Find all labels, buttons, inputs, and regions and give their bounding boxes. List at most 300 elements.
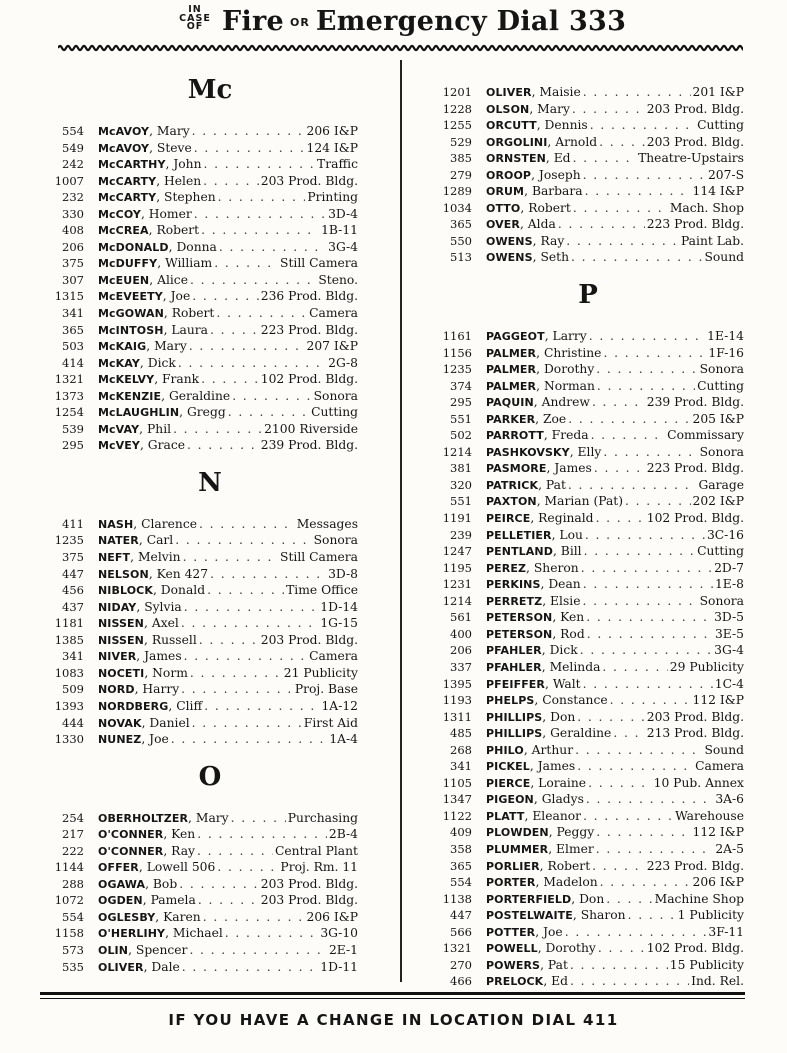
entry-first-name: Geraldine — [550, 726, 612, 741]
entry-name: POTTER, Joe — [486, 924, 563, 939]
leader-dots — [187, 437, 259, 454]
entry-extension: 485 — [450, 726, 472, 741]
directory-entry — [432, 576, 744, 593]
leader-dots — [210, 566, 326, 583]
entry-extension: 539 — [62, 421, 84, 436]
leader-dots — [214, 255, 278, 272]
entry-last-name: PASHKOVSKY — [486, 445, 570, 459]
entry-location: 207-S — [707, 167, 744, 182]
entry-extension: 1395 — [442, 676, 472, 691]
leader-dots — [558, 216, 645, 233]
directory-entry — [44, 632, 358, 649]
entry-name: PETERSON, Ken — [486, 610, 585, 625]
directory-entry — [44, 355, 358, 372]
entry-location: 223 Prod. Bldg. — [646, 461, 744, 476]
directory-entry — [44, 173, 358, 190]
entry-extension: 288 — [62, 876, 84, 891]
directory-entry — [44, 516, 358, 533]
leader-dots — [565, 924, 707, 941]
leader-dots — [596, 824, 690, 841]
entry-extension: 1373 — [54, 388, 84, 403]
entry-last-name: NISSEN — [98, 633, 144, 647]
leader-dots — [583, 84, 691, 101]
entry-extension: 320 — [450, 477, 472, 492]
entry-extension: 1347 — [442, 792, 472, 807]
left-column — [44, 75, 358, 975]
entry-extension: 1235 — [442, 362, 472, 377]
directory-entry — [432, 676, 744, 693]
entry-extension: 254 — [62, 810, 84, 825]
entry-extension: 554 — [62, 124, 84, 138]
entry-first-name: Marian (Pat) — [544, 494, 624, 509]
entry-name: McEUEN, Alice — [98, 272, 188, 287]
entry-first-name: Mary — [156, 124, 190, 138]
entry-location: 102 Prod. Bldg. — [646, 941, 744, 956]
entry-extension: 337 — [450, 659, 472, 674]
entry-first-name: Eleanor — [532, 808, 582, 823]
entry-last-name: NISSEN — [98, 617, 144, 631]
entry-extension: 414 — [62, 355, 84, 370]
directory-entry — [432, 167, 744, 184]
entry-name: OBERHOLTZER, Mary — [98, 810, 229, 825]
entry-location: Cutting — [311, 405, 358, 420]
entry-last-name: PFAHLER — [486, 660, 542, 674]
column-divider — [400, 60, 402, 982]
leader-dots — [596, 841, 714, 858]
entry-location: 112 I&P — [692, 825, 744, 840]
entry-first-name: Robert — [528, 200, 571, 215]
entry-name: ORGOLINI, Arnold — [486, 134, 598, 149]
entry-first-name: Gladys — [541, 792, 584, 807]
entry-first-name: John — [173, 157, 202, 172]
entry-extension: 566 — [450, 924, 472, 939]
entry-location: 2E-1 — [328, 942, 358, 957]
entry-name: PHILLIPS, Don — [486, 709, 576, 724]
entry-name: PALMER, Christine — [486, 345, 602, 360]
entry-first-name: Pat — [545, 477, 566, 492]
leader-dots — [189, 338, 305, 355]
entry-location: 203 Prod. Bldg. — [646, 101, 744, 116]
entry-name: PAQUIN, Andrew — [486, 395, 590, 410]
leader-dots — [591, 427, 666, 444]
directory-entry — [44, 925, 358, 942]
entry-extension: 529 — [450, 134, 472, 149]
leader-dots — [204, 698, 319, 715]
entry-first-name: Geraldine — [168, 388, 231, 403]
directory-entry — [44, 305, 358, 322]
entry-last-name: POWERS — [486, 958, 541, 972]
entry-extension: 268 — [450, 742, 472, 757]
entry-location: Camera — [695, 759, 744, 774]
entry-last-name: PAGGEOT — [486, 330, 545, 344]
leader-dots — [184, 599, 319, 616]
leader-dots — [586, 791, 713, 808]
entry-name: McDUFFY, William — [98, 256, 213, 271]
entry-location: 1B-11 — [321, 223, 358, 238]
entry-last-name: McCREA — [98, 224, 149, 238]
leader-dots — [583, 808, 673, 825]
entry-first-name: Ed — [551, 974, 568, 989]
directory-entry — [432, 249, 744, 266]
leader-dots — [570, 973, 689, 990]
entry-location: Cutting — [697, 544, 744, 559]
directory-entry — [432, 117, 744, 134]
entry-name: NUNEZ, Joe — [98, 732, 169, 747]
entry-last-name: PARROTT — [486, 429, 544, 443]
entry-first-name: Helen — [164, 173, 202, 188]
entry-first-name: Walt — [552, 676, 581, 691]
entry-extension: 385 — [450, 151, 472, 166]
entry-extension: 554 — [62, 909, 84, 924]
directory-entry — [432, 411, 744, 428]
entry-last-name: McDUFFY — [98, 257, 158, 271]
entry-name: McEVEETY, Joe — [98, 289, 191, 304]
leader-dots — [219, 239, 326, 256]
leader-dots — [190, 665, 282, 682]
entry-extension: 550 — [450, 233, 472, 248]
leader-dots — [173, 421, 262, 438]
entry-first-name: Dick — [147, 355, 176, 370]
leader-dots — [597, 378, 695, 395]
or-word: OR — [290, 16, 310, 29]
directory-entry — [44, 288, 358, 305]
entry-location: Sonora — [699, 362, 744, 377]
entry-location: Traffic — [317, 157, 358, 172]
entry-extension: 447 — [62, 566, 84, 581]
directory-entry — [432, 493, 744, 510]
entry-name: PALMER, Dorothy — [486, 362, 595, 377]
directory-entry — [432, 824, 744, 841]
directory-entry — [432, 973, 744, 990]
entry-name: McINTOSH, Laura — [98, 322, 209, 337]
entry-last-name: ORUM — [486, 185, 525, 199]
entry-extension: 206 — [450, 643, 472, 658]
entry-first-name: Spencer — [135, 942, 188, 957]
entry-extension: 549 — [62, 140, 84, 155]
leader-dots — [183, 549, 278, 566]
entry-first-name: Freda — [551, 428, 589, 443]
entry-name: NISSEN, Axel — [98, 616, 179, 631]
entry-last-name: OVER — [486, 218, 520, 232]
entry-name: PEIRCE, Reginald — [486, 511, 594, 526]
entry-first-name: Reginald — [538, 511, 594, 526]
entry-location: 3G-4 — [328, 239, 358, 254]
emergency-header — [0, 2, 787, 46]
directory-entry — [44, 255, 358, 272]
entry-name: McCARTY, Stephen — [98, 190, 216, 205]
leader-dots — [596, 361, 697, 378]
section-mc-list — [44, 123, 358, 454]
entry-first-name: Steve — [156, 140, 192, 155]
entry-first-name: Bill — [560, 544, 582, 559]
entry-extension: 1228 — [442, 101, 472, 116]
entry-extension: 1289 — [442, 184, 472, 199]
entry-name: OGAWA, Bob — [98, 876, 178, 891]
entry-extension: 222 — [62, 843, 84, 858]
leader-dots — [201, 371, 259, 388]
entry-last-name: OTTO — [486, 201, 521, 215]
entry-extension: 242 — [62, 157, 84, 172]
leader-dots — [572, 101, 645, 118]
entry-first-name: Zoe — [542, 411, 567, 426]
directory-entry — [432, 233, 744, 250]
entry-last-name: PAXTON — [486, 495, 537, 509]
entry-name: PERRETZ, Elsie — [486, 593, 581, 608]
entry-first-name: Ken — [171, 827, 196, 842]
entry-name: NEFT, Melvin — [98, 550, 181, 565]
directory-entry — [44, 566, 358, 583]
entry-last-name: PHILO — [486, 743, 524, 757]
leader-dots — [600, 874, 691, 891]
entry-extension: 535 — [62, 959, 84, 974]
entry-extension: 1311 — [442, 709, 472, 724]
entry-last-name: PERKINS — [486, 578, 541, 592]
directory-entry — [432, 593, 744, 610]
entry-first-name: Karen — [163, 909, 201, 924]
entry-name: OVER, Alda — [486, 217, 556, 232]
entry-location: Theatre-Upstairs — [638, 151, 744, 166]
leader-dots — [587, 626, 713, 643]
entry-extension: 374 — [450, 378, 472, 393]
entry-name: OLIN, Spencer — [98, 942, 188, 957]
entry-name: O'CONNER, Ray — [98, 843, 195, 858]
entry-location: Time Office — [286, 583, 358, 598]
entry-last-name: OLIVER — [98, 960, 144, 974]
entry-name: NISSEN, Russell — [98, 632, 197, 647]
entry-extension: 341 — [450, 759, 472, 774]
entry-extension: 232 — [62, 190, 84, 205]
entry-first-name: Dean — [548, 577, 581, 592]
entry-extension: 1231 — [442, 577, 472, 592]
entry-first-name: Dennis — [544, 118, 588, 133]
entry-first-name: Don — [579, 891, 605, 906]
entry-last-name: PORTER — [486, 876, 536, 890]
directory-entry — [432, 543, 744, 560]
entry-name: POWERS, Pat — [486, 957, 568, 972]
entry-name: McCOY, Homer — [98, 206, 192, 221]
entry-location: 201 I&P — [692, 85, 744, 99]
leader-dots — [575, 742, 702, 759]
emergency-title — [222, 6, 626, 37]
entry-extension: 1158 — [54, 926, 84, 941]
entry-first-name: Elmer — [556, 841, 594, 856]
directory-entry — [432, 742, 744, 759]
entry-location: 223 Prod. Bldg. — [646, 858, 744, 873]
entry-last-name: PHELPS — [486, 694, 535, 708]
entry-first-name: Harry — [142, 682, 180, 697]
directory-entry — [44, 388, 358, 405]
entry-extension: 1214 — [442, 444, 472, 459]
entry-location: 15 Publicity — [669, 957, 744, 972]
entry-last-name: PALMER — [486, 363, 537, 377]
entry-location: 3D-4 — [328, 206, 358, 221]
entry-location: 3C-16 — [706, 527, 744, 542]
entry-extension: 1156 — [442, 345, 472, 360]
entry-first-name: Homer — [148, 206, 192, 221]
entry-location: 2G-8 — [328, 355, 358, 370]
entry-location: Messages — [296, 516, 358, 531]
leader-dots — [181, 681, 293, 698]
entry-last-name: OFFER — [98, 861, 139, 875]
entry-location: 1D-14 — [320, 599, 358, 614]
entry-name: NELSON, Ken 427 — [98, 566, 209, 581]
directory-entry — [432, 460, 744, 477]
entry-name: McAVOY, Mary — [98, 124, 190, 138]
leader-dots — [199, 516, 295, 533]
footer-rule-thin — [40, 998, 745, 999]
directory-entry — [432, 692, 744, 709]
entry-location: Still Camera — [280, 256, 358, 271]
entry-name: OFFER, Lowell 506 — [98, 860, 216, 875]
leader-dots — [581, 560, 712, 577]
entry-name: PFAHLER, Melinda — [486, 659, 601, 674]
leader-dots — [568, 477, 697, 494]
entry-last-name: PETERSON — [486, 611, 553, 625]
entry-last-name: PATRICK — [486, 478, 539, 492]
entry-name: PLUMMER, Elmer — [486, 841, 594, 856]
section-p-list — [432, 328, 744, 990]
entry-extension: 1181 — [54, 616, 84, 631]
leader-dots — [599, 134, 645, 151]
entry-last-name: PEIRCE — [486, 512, 531, 526]
entry-name: PETERSON, Rod — [486, 626, 585, 641]
directory-entry — [44, 532, 358, 549]
entry-extension: 1321 — [442, 941, 472, 956]
entry-location: 3G-10 — [320, 926, 358, 941]
entry-location: 203 Prod. Bldg. — [646, 709, 744, 724]
entry-name: McKELVY, Frank — [98, 372, 200, 387]
entry-last-name: PALMER — [486, 346, 537, 360]
entry-first-name: Arnold — [555, 134, 598, 149]
directory-entry — [432, 659, 744, 676]
section-o-continued-list — [432, 84, 744, 266]
entry-first-name: Michael — [172, 926, 223, 941]
entry-extension: 466 — [450, 974, 472, 989]
entry-location: Sound — [704, 742, 744, 757]
entry-first-name: Axel — [151, 616, 179, 631]
entry-name: ORUM, Barbara — [486, 184, 583, 199]
entry-name: NOCETI, Norm — [98, 665, 188, 680]
entry-location: 239 Prod. Bldg. — [260, 438, 358, 453]
directory-entry — [432, 527, 744, 544]
entry-name: PENTLAND, Bill — [486, 544, 582, 559]
leader-dots — [204, 156, 316, 173]
leader-dots — [585, 183, 691, 200]
entry-name: OGDEN, Pamela — [98, 893, 196, 908]
entry-first-name: Dorothy — [545, 941, 596, 956]
entry-location: 3F-11 — [708, 924, 744, 939]
entry-name: McVAY, Phil — [98, 421, 172, 436]
entry-name: PORTER, Madelon — [486, 875, 598, 890]
entry-location: 1 Publicity — [677, 908, 744, 923]
directory-entry — [432, 609, 744, 626]
leader-dots — [203, 909, 305, 926]
entry-location: 213 Prod. Bldg. — [646, 726, 744, 741]
entry-last-name: NUNEZ — [98, 733, 142, 747]
leader-dots — [192, 288, 259, 305]
entry-last-name: McVEY — [98, 439, 140, 453]
entry-first-name: Ken 427 — [156, 566, 209, 581]
directory-entry — [44, 715, 358, 732]
directory-entry — [432, 101, 744, 118]
entry-last-name: OROOP — [486, 168, 532, 182]
entry-location: 203 Prod. Bldg. — [260, 876, 358, 891]
leader-dots — [585, 527, 705, 544]
leader-dots — [232, 388, 311, 405]
header-wavy-rule — [58, 44, 743, 52]
entry-extension: 1321 — [54, 372, 84, 387]
leader-dots — [207, 582, 284, 599]
entry-extension: 375 — [62, 550, 84, 565]
entry-first-name: Lou — [559, 527, 583, 542]
entry-name: NATER, Carl — [98, 533, 174, 548]
directory-entry — [432, 758, 744, 775]
entry-name: NORD, Harry — [98, 682, 180, 697]
entry-first-name: Ed — [553, 151, 571, 166]
leader-dots — [590, 117, 695, 134]
entry-location: Purchasing — [287, 810, 358, 825]
section-letter-o: O — [198, 761, 222, 792]
entry-location: First Aid — [303, 715, 358, 730]
entry-name: McKAIG, Mary — [98, 339, 187, 354]
entry-location: Cutting — [697, 378, 744, 393]
entry-name: PIERCE, Loraine — [486, 775, 587, 790]
entry-last-name: PASMORE — [486, 462, 547, 476]
entry-name: PRELOCK, Ed — [486, 974, 568, 989]
entry-name: OLSON, Mary — [486, 101, 570, 116]
directory-entry — [44, 876, 358, 893]
entry-extension: 411 — [62, 516, 84, 531]
entry-last-name: McCARTHY — [98, 158, 166, 172]
entry-last-name: McINTOSH — [98, 323, 164, 337]
leader-dots — [192, 123, 305, 140]
entry-first-name: Andrew — [541, 395, 590, 410]
entry-name: POWELL, Dorothy — [486, 941, 596, 956]
entry-location: 3A-6 — [715, 792, 744, 807]
directory-entry — [432, 775, 744, 792]
directory-entry — [44, 206, 358, 223]
entry-location: 3D-5 — [714, 610, 744, 625]
directory-entry — [44, 140, 358, 157]
entry-first-name: Joseph — [538, 167, 581, 182]
entry-extension: 400 — [450, 626, 472, 641]
leader-dots — [181, 615, 318, 632]
directory-entry — [44, 681, 358, 698]
entry-first-name: Donald — [160, 583, 206, 598]
entry-first-name: William — [165, 256, 213, 271]
entry-extension: 1254 — [54, 405, 84, 420]
entry-extension: 1161 — [442, 329, 472, 344]
leader-dots — [610, 692, 691, 709]
entry-name: McAVOY, Steve — [98, 140, 192, 155]
entry-first-name: Dale — [151, 959, 180, 974]
entry-name: PELLETIER, Lou — [486, 527, 583, 542]
entry-first-name: Melinda — [549, 659, 601, 674]
leader-dots — [596, 510, 645, 527]
leader-dots — [184, 648, 307, 665]
entry-last-name: O'CONNER — [98, 828, 164, 842]
directory-entry — [44, 810, 358, 827]
entry-extension: 1083 — [54, 665, 84, 680]
directory-entry — [432, 477, 744, 494]
section-o-list — [44, 810, 358, 975]
entry-location: 239 Prod. Bldg. — [646, 395, 744, 410]
entry-first-name: James — [554, 461, 592, 476]
entry-first-name: Donna — [176, 239, 217, 254]
entry-first-name: Arthur — [531, 742, 574, 757]
entry-last-name: NELSON — [98, 567, 149, 581]
leader-dots — [584, 543, 695, 560]
